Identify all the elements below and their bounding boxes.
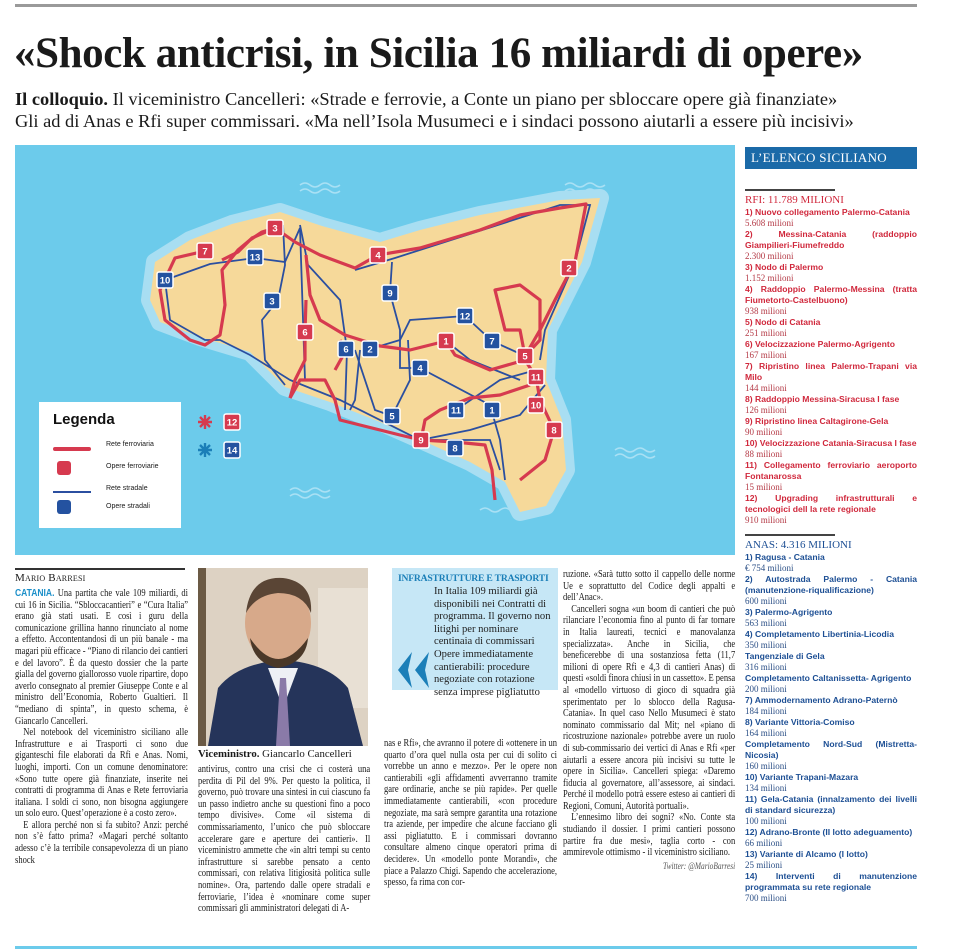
article-paragraph: Nel notebook del viceministro siciliano alle Infrastrutture e ai Trasporti ci sono due giganteschi file elaborati da Rfi e Anas. Nomi, luoghi, importi. Con un comune denominatore: «Sono tutte opere già finanziate, inserite nei contratti di programma di Anas e Rete ferroviaria italiana. I soldi ci sono, non bisogna aggiungere un solo euro. Quest’operazione è a costo zero». (15, 727, 189, 820)
marker-label: 10 (159, 275, 171, 287)
rfi-item-amount: 251 milioni (745, 328, 787, 338)
anas-list (745, 552, 917, 904)
sicily-map (15, 145, 735, 555)
anas-item-name: 2) Autostrada Palermo - Catania (manutenzione-riqualificazione) (745, 574, 917, 595)
road-work-marker (224, 442, 240, 458)
marker-label: 5 (522, 351, 528, 363)
rail-work-marker (528, 397, 544, 413)
anas-list-item (745, 695, 917, 717)
anas-list-item (745, 574, 917, 607)
rfi-list-item (745, 361, 917, 394)
rail-work-marker (528, 369, 544, 385)
article-paragraph: CATANIA. Una partita che vale 109 miliardi, di cui 16 in Sicilia. “Sbloccacantieri” e “Cura Italia” erano già stati usati. E così i guru della comunicazione grillina hanno rinunciato al nome a effetto. Accontentandosi di un più banale - ma magari più efficace - “Piano di rilancio dei cantieri e del lavoro”. È da questo dossier che la parte gialla del governo giallorosso vuole ripartire, dopo averlo consegnato al premier Giuseppe Conte e al ministro dell’Economia, Roberto Gualtieri. Il “mediano di spinta”, in questo schema, è Giancarlo Cancelleri. (15, 588, 189, 727)
rfi-list-item (745, 438, 917, 460)
anas-list-item (745, 607, 917, 629)
pullquote-kicker: INFRASTRUTTURE E TRASPORTI (398, 573, 549, 584)
rail-work-marker (370, 247, 386, 263)
portrait-photo (198, 568, 368, 746)
anas-item-amount: 700 milioni (745, 893, 787, 903)
marker-label: 2 (566, 263, 572, 275)
legend-rail-line-swatch (53, 447, 91, 451)
marker-label: 12 (459, 311, 471, 323)
marker-label: 9 (387, 288, 393, 300)
legend-rail-line-label: Rete ferroviaria (106, 441, 154, 448)
road-work-marker (412, 360, 428, 376)
road-work-marker (448, 402, 464, 418)
rail-work-marker (413, 432, 429, 448)
article-paragraph: ruzione. «Sarà tutto sotto il cappello delle norme Ue e soprattutto del Codice degli appalti e dell’Anac». (563, 569, 736, 604)
rfi-item-name: 6) Velocizzazione Palermo-Agrigento (745, 339, 895, 349)
marker-label: 12 (226, 417, 238, 429)
marker-label: 1 (489, 405, 495, 417)
road-work-marker (264, 293, 280, 309)
rfi-list-item (745, 262, 917, 284)
subhead-kicker: Il colloquio. (15, 89, 108, 109)
anas-item-amount: 316 milioni (745, 662, 787, 672)
article-column-3 (384, 738, 557, 889)
anas-item-amount: 66 milioni (745, 838, 783, 848)
rfi-item-name: 11) Collegamento ferroviario aeroporto Fontanarossa (745, 460, 917, 481)
article-paragraph: antivirus, contro una crisi che ci costerà una perdita di Pil del 9%. Per questo la politica, il governo, può trovare una sintesi in cui ciascuno fa un passo indietro anche su questioni fino a poco tempo divisive». Come «il sistema di commissariamento, l’unico che può sbloccare accelerare gare e aperture dei cantieri». Il viceministro ammette che «in altri tempi su cento infrastrutture si sarebbe pensato a cento commissari, con relativa litigiosità politica sulle nomine». Ora, partendo dalle opere stradali e ferroviarie, l’idea è «nominare come super commissari gli amministratori delegati di A- (198, 764, 371, 915)
road-work-marker (484, 333, 500, 349)
legend-road-line-label: Rete stradale (106, 485, 148, 492)
rfi-list-item (745, 394, 917, 416)
rfi-list-item (745, 207, 917, 229)
rfi-item-amount: 2.300 milioni (745, 251, 794, 261)
anas-item-name: 13) Variante di Alcamo (I lotto) (745, 849, 868, 859)
marker-label: 6 (343, 344, 349, 356)
anas-heading: ANAS: 4.316 MILIONI (745, 539, 852, 551)
marker-label: 4 (375, 250, 381, 262)
article-paragraph: Cancelleri sogna «un boom di cantieri che può rilanciare l’economia fino al punto di far tornare in Italia laureati, tecnici e manovalanza specializzata». Anche in Sicilia, che beneficerebbe di una sostanziosa fetta (11,7 milioni di opere Rfi e 4,3 di cantieri Anas) di questi «soldi finora chiusi in un cassetto». E pensa al «modello virtuoso di gioco di squadra già sperimentato per lo sblocco della Ragusa-Catania». In quel caso Nello Musumeci è stato nominato commissario dal Mit; nel «piano di ricostruzione nazionale» potrebbe avere un ruolo di sub-commissario dei vertici di Anas e Rfi «per aiutarli a essere ancora più incisivi su tutte le opere in Sicilia». Cancelleri spiega: «Daremo fiducia al governatore, all’assessore, ai sindaci. Perché il modello potrà essere esteso ai cantieri di Regioni, Comuni, Autorità portuali». (563, 603, 736, 812)
anas-item-amount: 600 milioni (745, 596, 787, 606)
asterisk-markers (224, 414, 240, 458)
marker-label: 2 (367, 344, 373, 356)
anas-item-name: Tangenziale di Gela (745, 651, 825, 661)
pullquote-text: In Italia 109 miliardi già disponibili nei Contratti di programma. Il governo non litighi per nominare centinaia di commissari Opere immediatamente cantierabili: procedure negoziate con rotazione senza imprese pigliatutto (434, 586, 551, 698)
marker-label: 9 (418, 435, 424, 447)
sidebar-rule (745, 189, 835, 191)
anas-item-name: 7) Ammodernamento Adrano-Paternò (745, 695, 898, 705)
rfi-item-amount: 15 milioni (745, 482, 783, 492)
twitter-handle: Twitter: @MarioBarresi (663, 860, 736, 871)
marker-label: 4 (417, 363, 423, 375)
anas-list-item (745, 827, 917, 849)
anas-item-amount: 160 milioni (745, 761, 787, 771)
road-work-marker (362, 341, 378, 357)
anas-item-name: 1) Ragusa - Catania (745, 552, 825, 562)
road-work-marker (247, 249, 263, 265)
anas-list-item (745, 717, 917, 739)
anas-list-item (745, 673, 917, 695)
sidebar-list (745, 147, 917, 904)
marker-label: 3 (272, 223, 278, 235)
rfi-item-name: 8) Raddoppio Messina-Siracusa I fase (745, 394, 900, 404)
anas-list-item (745, 651, 917, 673)
rfi-list-item (745, 317, 917, 339)
rfi-list-item (745, 229, 917, 262)
subhead-line-1: Il viceministro Cancelleri: «Strade e ferrovie, a Conte un piano per sbloccare opere già finanziate» (108, 89, 838, 109)
marker-label: 8 (551, 425, 557, 437)
anas-list-item (745, 849, 917, 871)
marker-label: 14 (226, 445, 238, 457)
rfi-item-name: 5) Nodo di Catania (745, 317, 821, 327)
article-paragraph: nas e Rfi», che avranno il potere di «ottenere in un quarto d’ora quel nulla osta per cui di solito ci vorrebbe un anno e mezzo». Per le opere non cantierabili «gli affidamenti avverranno tramite gare ordinarie, anche se più rapide». Per quelle immediatamente cantierabili, «con procedure negoziate, ma sarà sempre garantita una rotazione tra aziende, per impedire che alcune facciano gli assi pigliatutto. E i commissari dovranno consultare almeno cinque operatori prima di decidere». Un «modello ponte Morandi», che piace a Palazzo Chigi. Sapendo che accelerazione, spesso, fa rima con cor- (384, 738, 558, 889)
anas-item-amount: 25 milioni (745, 860, 783, 870)
rfi-list (745, 207, 917, 526)
rail-work-marker (197, 243, 213, 259)
anas-item-amount: € 754 milioni (745, 563, 794, 573)
rfi-list-item (745, 339, 917, 361)
rfi-item-amount: 5.608 milioni (745, 218, 794, 228)
rfi-item-amount: 910 milioni (745, 515, 787, 525)
anas-list-item (745, 794, 917, 827)
road-work-marker (384, 408, 400, 424)
road-work-marker (382, 285, 398, 301)
marker-label: 10 (530, 400, 542, 412)
rfi-item-name: 4) Raddoppio Palermo-Messina (tratta Fiumetorto-Castelbuono) (745, 284, 917, 305)
anas-item-name: 12) Adrano-Bronte (II lotto adeguamento) (745, 827, 913, 837)
rail-work-marker (297, 324, 313, 340)
rail-work-marker (517, 348, 533, 364)
legend-road-work-label: Opere stradali (106, 503, 150, 510)
article-column-1 (15, 588, 188, 866)
anas-list-item (745, 552, 917, 574)
rfi-item-amount: 144 milioni (745, 383, 787, 393)
anas-item-amount: 134 milioni (745, 783, 787, 793)
rfi-item-amount: 90 milioni (745, 427, 783, 437)
road-work-marker (157, 272, 173, 288)
marker-label: 7 (489, 336, 495, 348)
road-work-marker (447, 440, 463, 456)
article-paragraph: L’ennesimo libro dei sogni? «No. Conte sta studiando il dossier. I primi cantieri possono partire fra due mesi», taglia corto - con ammirevole ottimismo - il viceministro siciliano. (563, 812, 736, 859)
rfi-item-amount: 1.152 milioni (745, 273, 794, 283)
marker-label: 7 (202, 246, 208, 258)
top-rule (15, 4, 917, 7)
marker-label: 8 (452, 443, 458, 455)
road-work-marker (457, 308, 473, 324)
sidebar-title: L’ELENCO SICILIANO (745, 147, 917, 169)
marker-label: 1 (443, 336, 449, 348)
anas-list-item (745, 772, 917, 794)
rfi-item-name: 2) Messina-Catania (raddoppio Giampilieri-Fiumefreddo (745, 229, 917, 250)
anas-item-amount: 200 milioni (745, 684, 787, 694)
rfi-item-name: 1) Nuovo collegamento Palermo-Catania (745, 207, 910, 217)
headline: «Shock anticrisi, in Sicilia 16 miliardi di opere» (14, 30, 863, 77)
marker-label: 11 (530, 372, 542, 384)
marker-label: 6 (302, 327, 308, 339)
anas-item-name: 11) Gela-Catania (innalzamento dei livelli di standard sicurezza) (745, 794, 917, 815)
anas-item-name: Completamento Nord-Sud (Mistretta-Nicosia) (745, 739, 917, 760)
anas-item-name: 10) Variante Trapani-Mazara (745, 772, 859, 782)
road-work-marker (338, 341, 354, 357)
dateline: CATANIA. (15, 588, 55, 599)
sidebar-rule (745, 534, 835, 536)
legend-road-line-swatch (53, 491, 91, 493)
anas-item-name: 8) Variante Vittoria-Comiso (745, 717, 855, 727)
rfi-item-name: 7) Ripristino linea Palermo-Trapani via Milo (745, 361, 917, 382)
article-column-4 (563, 569, 735, 872)
anas-item-name: 14) Interventi di manutenzione programmata su rete regionale (745, 871, 917, 892)
photo-caption: Viceministro. Giancarlo Cancelleri (198, 748, 352, 760)
quote-chevron-icon (396, 650, 432, 690)
anas-item-amount: 164 milioni (745, 728, 787, 738)
rfi-list-item (745, 460, 917, 493)
rail-work-marker (224, 414, 240, 430)
anas-item-amount: 184 milioni (745, 706, 787, 716)
anas-item-amount: 100 milioni (745, 816, 787, 826)
rfi-item-name: 12) Upgrading infrastrutturali e tecnologici dell la rete regionale (745, 493, 917, 514)
rfi-item-name: 9) Ripristino linea Caltagirone-Gela (745, 416, 889, 426)
road-work-marker (484, 402, 500, 418)
rfi-heading: RFI: 11.789 MILIONI (745, 194, 844, 206)
rail-work-marker (561, 260, 577, 276)
marker-label: 13 (249, 252, 261, 264)
article-paragraph: E allora perché non si fa subito? Anzi: perché non s’è fatto prima? «Magari perché soltanto adesso c’è la terribile consapevolezza di un piano shock (15, 819, 189, 866)
legend-rail-work-swatch (57, 461, 71, 475)
rail-work-marker (267, 220, 283, 236)
article-column-2 (198, 764, 370, 915)
legend-road-work-swatch (57, 500, 71, 514)
asterisk-road (198, 443, 212, 457)
rail-work-marker (438, 333, 454, 349)
legend-title: Legenda (53, 411, 115, 428)
marker-label: 3 (269, 296, 275, 308)
subheadline (15, 88, 920, 132)
rfi-list-item (745, 284, 917, 317)
marker-label: 11 (450, 405, 462, 417)
pullquote-box (392, 568, 558, 698)
asterisk-rail (198, 415, 212, 429)
rfi-list-item (745, 493, 917, 526)
anas-item-name: 3) Palermo-Agrigento (745, 607, 833, 617)
rfi-item-amount: 167 milioni (745, 350, 787, 360)
anas-item-name: 4) Completamento Libertinia-Licodia (745, 629, 894, 639)
rfi-item-amount: 938 milioni (745, 306, 787, 316)
anas-list-item (745, 739, 917, 772)
legend-rail-work-label: Opere ferroviarie (106, 463, 159, 470)
rfi-item-amount: 88 milioni (745, 449, 783, 459)
byline: Mario Barresi (15, 568, 185, 584)
rfi-list-item (745, 416, 917, 438)
rfi-item-name: 10) Velocizzazione Catania-Siracusa I fase (745, 438, 917, 448)
rail-work-marker (546, 422, 562, 438)
anas-list-item (745, 629, 917, 651)
rfi-item-name: 3) Nodo di Palermo (745, 262, 824, 272)
marker-label: 5 (389, 411, 395, 423)
anas-item-amount: 563 milioni (745, 618, 787, 628)
subhead-line-2: Gli ad di Anas e Rfi super commissari. «Ma nell’Isola Musumeci e i sindaci possono aiutarli a essere più incisivi» (15, 111, 854, 131)
rfi-item-amount: 126 milioni (745, 405, 787, 415)
anas-item-amount: 350 milioni (745, 640, 787, 650)
bottom-rule (15, 946, 917, 949)
anas-list-item (745, 871, 917, 904)
map-legend (39, 402, 181, 528)
anas-item-name: Completamento Caltanissetta- Agrigento (745, 673, 912, 683)
